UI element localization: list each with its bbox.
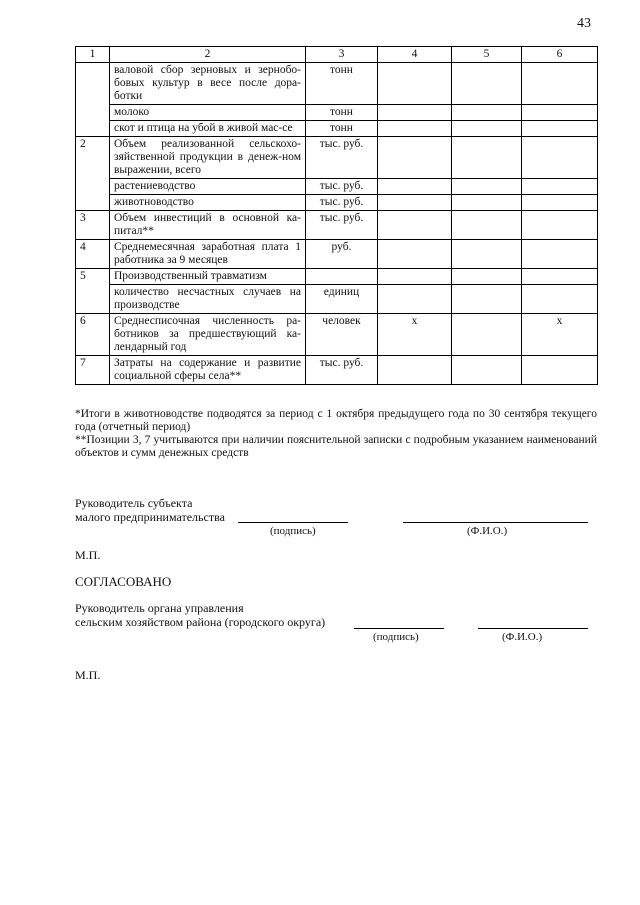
value-cell	[452, 211, 522, 240]
table-row	[76, 356, 598, 385]
value-cell	[452, 314, 522, 356]
value-cell	[522, 105, 598, 121]
value-cell	[452, 105, 522, 121]
value-cell	[452, 137, 522, 179]
value-cell	[378, 285, 452, 314]
indicator-name: растениеводство	[110, 179, 306, 195]
signer-title-line2: сельским хозяйством района (городского округа)	[75, 615, 326, 629]
signer-title-line1: Руководитель органа управления	[75, 601, 244, 615]
value-cell	[522, 269, 598, 285]
value-cell	[378, 179, 452, 195]
value-cell	[522, 356, 598, 385]
value-cell	[452, 285, 522, 314]
unit-cell: человек	[306, 314, 378, 356]
signer-title-line1: Руководитель субъекта	[75, 496, 193, 510]
value-cell: х	[522, 314, 598, 356]
value-cell	[452, 63, 522, 105]
unit-cell: тонн	[306, 63, 378, 105]
signature-line[interactable]	[238, 522, 348, 523]
signature-block-authority	[75, 601, 325, 629]
indicator-name: Производственный травматизм	[110, 269, 306, 285]
row-number	[76, 63, 110, 137]
agreed-heading: СОГЛАСОВАНО	[75, 574, 172, 589]
value-cell	[452, 356, 522, 385]
footnote-livestock-period: *Итоги в животноводстве подводятся за период с 1 октября предыдущего года по 30 сентября текущего года (отчетный период)	[75, 408, 597, 433]
indicator-name: Объем инвестиций в основной ка-питал**	[110, 211, 306, 240]
signature-line[interactable]	[354, 628, 444, 629]
unit-cell: тыс. руб.	[306, 211, 378, 240]
row-number: 3	[76, 211, 110, 240]
column-header: 2	[110, 47, 306, 63]
unit-cell: тыс. руб.	[306, 356, 378, 385]
name-line[interactable]	[478, 628, 588, 629]
indicator-name: валовой сбор зерновых и зернобо-бовых культур в весе после дора-ботки	[110, 63, 306, 105]
name-caption: (Ф.И.О.)	[467, 525, 508, 537]
row-number: 7	[76, 356, 110, 385]
unit-cell: тыс. руб.	[306, 137, 378, 179]
value-cell	[522, 121, 598, 137]
indicator-name: количество несчастных случаев на производстве	[110, 285, 306, 314]
value-cell	[522, 137, 598, 179]
value-cell	[522, 285, 598, 314]
row-number: 2	[76, 137, 110, 211]
value-cell	[452, 121, 522, 137]
indicator-name: молоко	[110, 105, 306, 121]
value-cell	[452, 240, 522, 269]
page-number: 43	[577, 16, 591, 31]
value-cell	[522, 195, 598, 211]
column-header: 5	[452, 47, 522, 63]
value-cell	[378, 269, 452, 285]
column-header: 3	[306, 47, 378, 63]
value-cell: х	[378, 314, 452, 356]
table-row	[76, 195, 598, 211]
indicator-name: Затраты на содержание и развитие социальной сферы села**	[110, 356, 306, 385]
indicators-table	[75, 46, 598, 385]
row-number: 6	[76, 314, 110, 356]
unit-cell: единиц	[306, 285, 378, 314]
indicator-name: скот и птица на убой в живой мас-се	[110, 121, 306, 137]
value-cell	[378, 105, 452, 121]
indicator-name: животноводство	[110, 195, 306, 211]
signature-caption: (подпись)	[373, 631, 419, 643]
value-cell	[378, 63, 452, 105]
value-cell	[378, 121, 452, 137]
column-header: 1	[76, 47, 110, 63]
value-cell	[452, 195, 522, 211]
table-row	[76, 240, 598, 269]
table-row	[76, 211, 598, 240]
table-row	[76, 269, 598, 285]
table-header-row	[76, 47, 598, 63]
table-row	[76, 105, 598, 121]
unit-cell: тонн	[306, 105, 378, 121]
value-cell	[378, 356, 452, 385]
value-cell	[522, 211, 598, 240]
name-line[interactable]	[403, 522, 588, 523]
stamp-place-label: М.П.	[75, 548, 101, 562]
table-row	[76, 179, 598, 195]
value-cell	[452, 179, 522, 195]
value-cell	[378, 211, 452, 240]
value-cell	[452, 269, 522, 285]
table-row	[76, 137, 598, 179]
value-cell	[522, 63, 598, 105]
table-row	[76, 63, 598, 105]
unit-cell	[306, 269, 378, 285]
name-caption: (Ф.И.О.)	[502, 631, 543, 643]
column-header: 6	[522, 47, 598, 63]
value-cell	[378, 137, 452, 179]
signer-title-line2: малого предпринимательства	[75, 510, 225, 524]
table-row	[76, 314, 598, 356]
value-cell	[522, 179, 598, 195]
stamp-place-label: М.П.	[75, 668, 101, 682]
footnotes	[75, 408, 597, 460]
row-number: 4	[76, 240, 110, 269]
unit-cell: тыс. руб.	[306, 195, 378, 211]
column-header: 4	[378, 47, 452, 63]
indicator-name: Среднемесячная заработная плата 1 работника за 9 месяцев	[110, 240, 306, 269]
table-row	[76, 121, 598, 137]
indicator-name: Среднесписочная численность ра-ботников за предшествующий ка-лендарный год	[110, 314, 306, 356]
table-row	[76, 285, 598, 314]
indicator-name: Объем реализованной сельскохо-зяйственной продукции в денеж-ном выражении, всего	[110, 137, 306, 179]
unit-cell: тыс. руб.	[306, 179, 378, 195]
value-cell	[378, 195, 452, 211]
signature-block-entrepreneur	[75, 496, 225, 524]
unit-cell: руб.	[306, 240, 378, 269]
value-cell	[378, 240, 452, 269]
value-cell	[522, 240, 598, 269]
unit-cell: тонн	[306, 121, 378, 137]
signature-caption: (подпись)	[270, 525, 316, 537]
footnote-investment-positions: **Позиции 3, 7 учитываются при наличии пояснительной записки с подробным указанием наименований объектов и сумм денежных средств	[75, 434, 597, 459]
row-number: 5	[76, 269, 110, 314]
